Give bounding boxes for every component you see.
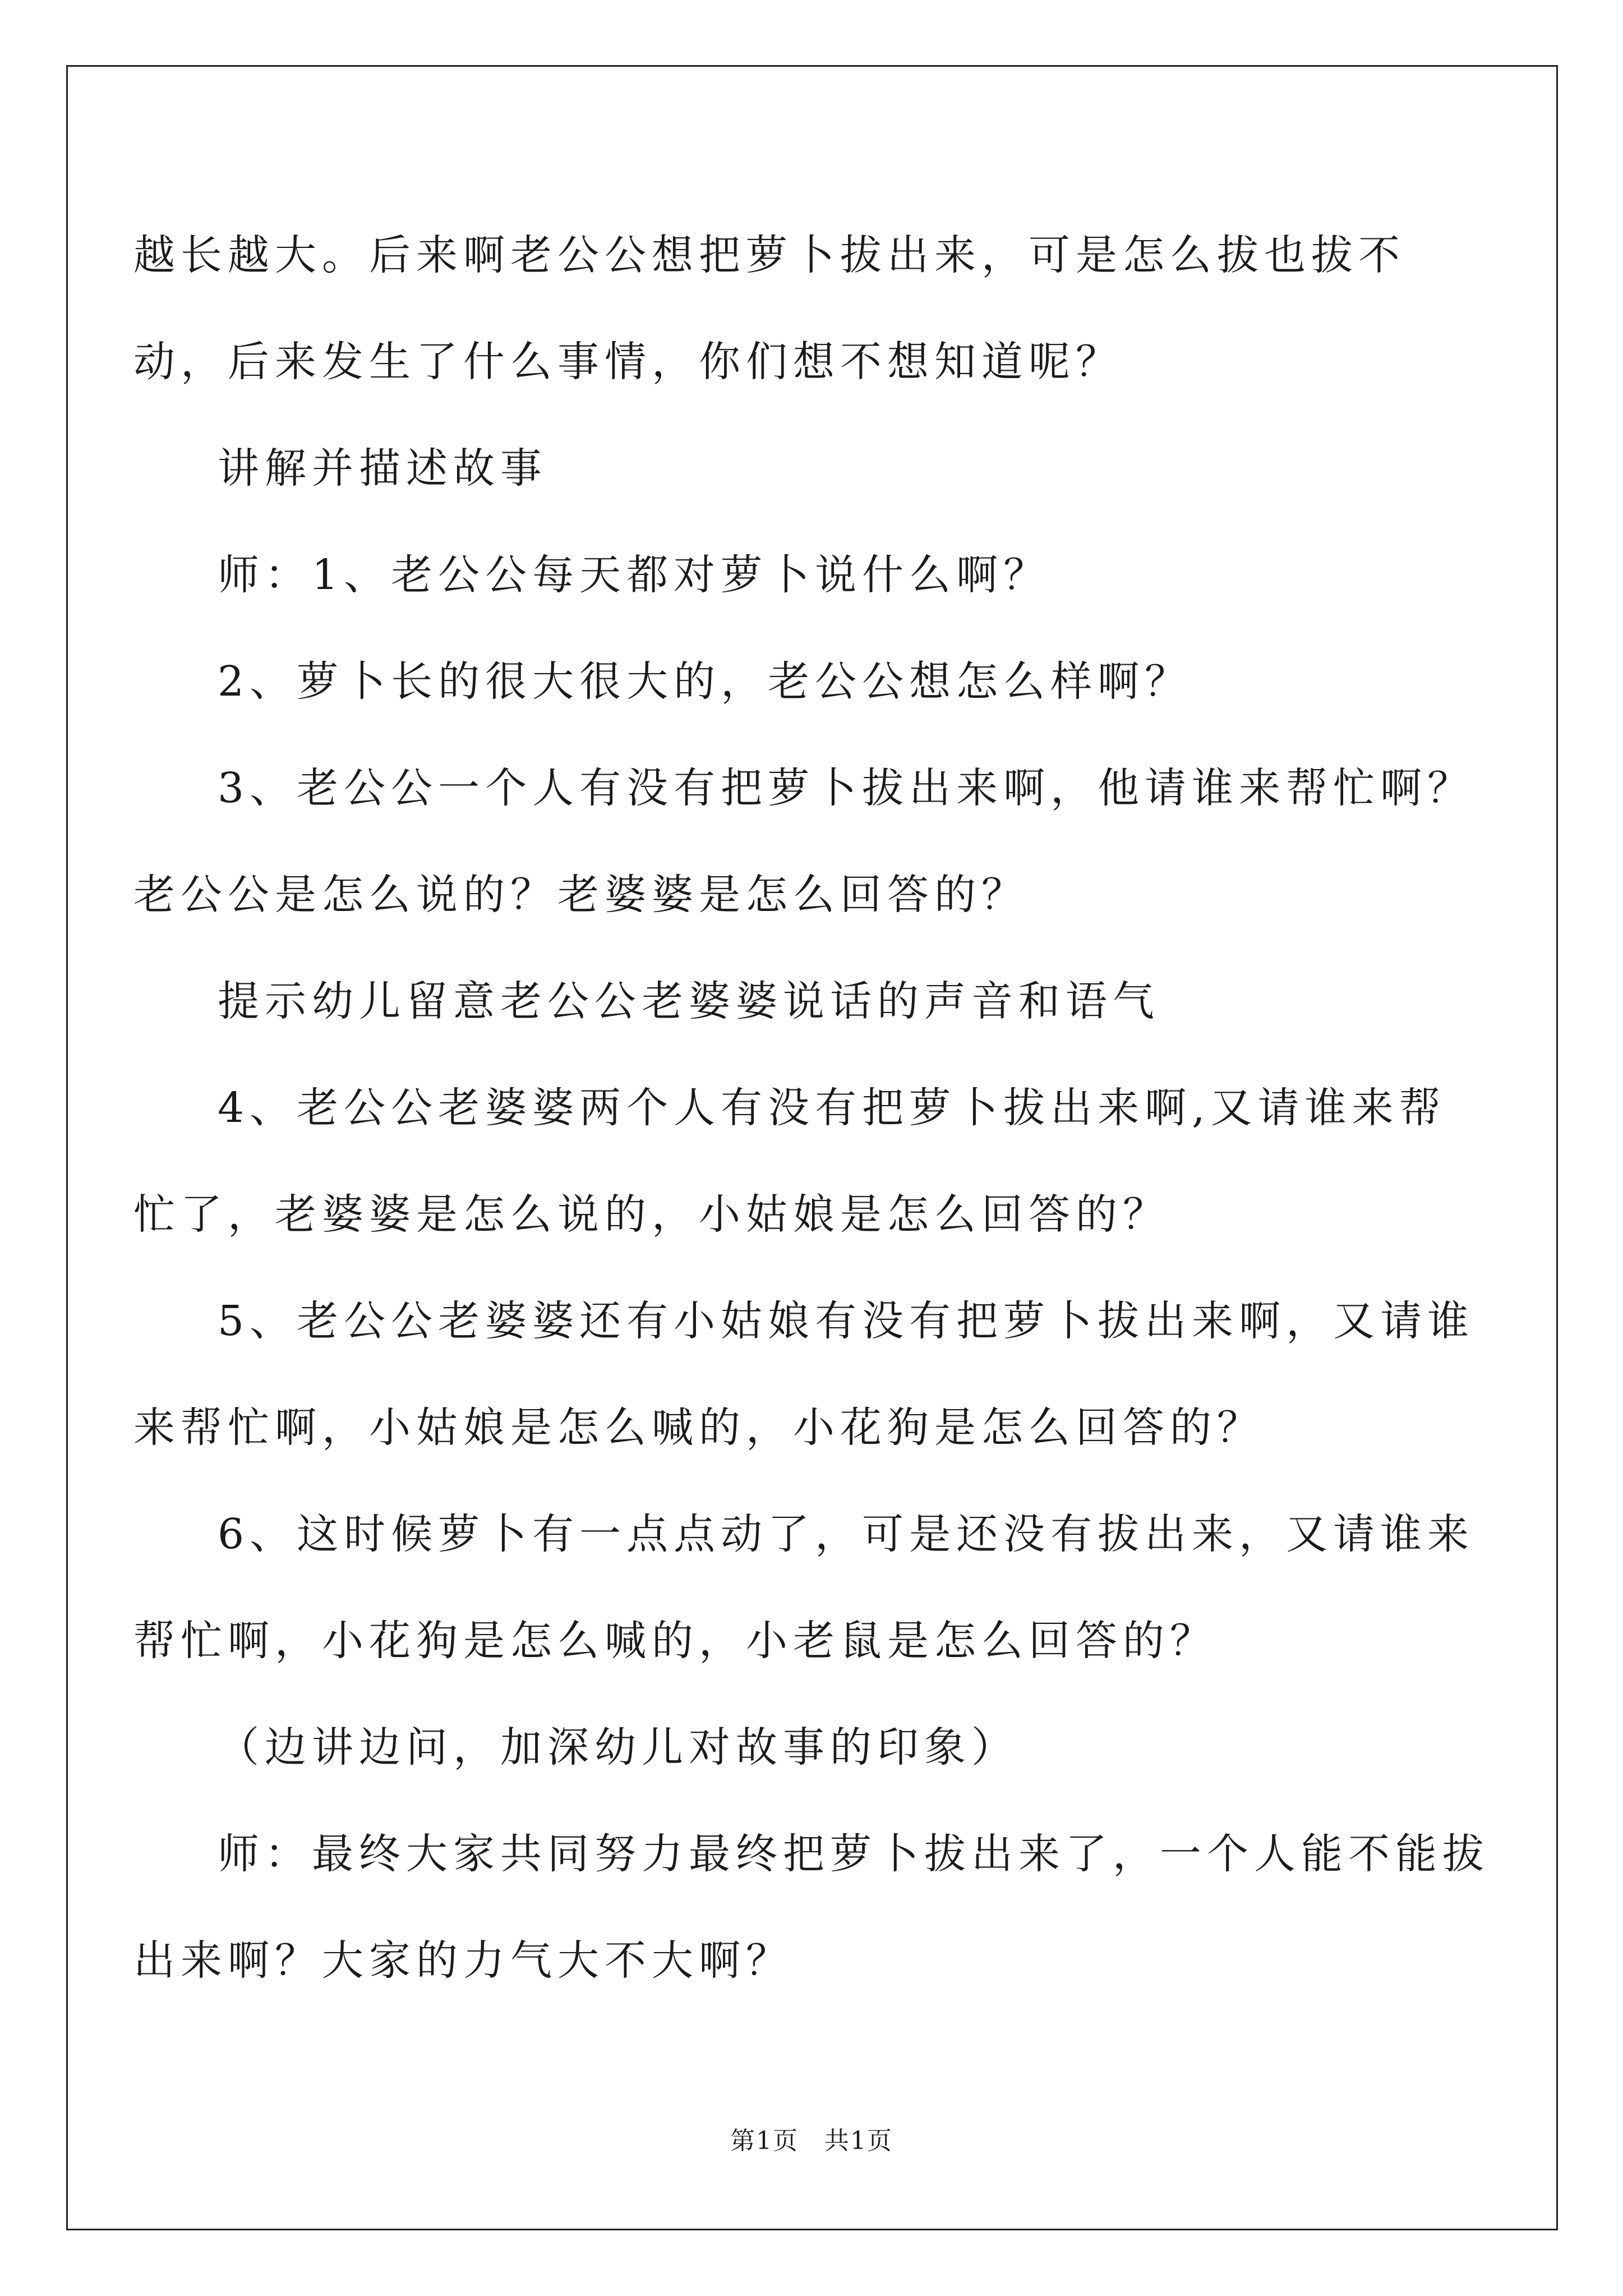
document-body: [133, 202, 1491, 2014]
paragraph: 越长越大。后来啊老公公想把萝卜拔出来，可是怎么拔也拔不动，后来发生了什么事情，你们想不想知道呢？: [133, 231, 1405, 386]
paragraph: 6、这时候萝卜有一点点动了，可是还没有拔出来，又请谁来帮忙啊，小花狗是怎么喊的，小老鼠是怎么回答的？: [133, 1510, 1475, 1665]
paragraph: 5、老公公老婆婆还有小姑娘有没有把萝卜拔出来啊，又请谁来帮忙啊，小姑娘是怎么喊的，小花狗是怎么回答的？: [133, 1297, 1475, 1452]
paragraph: 3、老公公一个人有没有把萝卜拔出来啊，他请谁来帮忙啊？老公公是怎么说的？老婆婆是怎么回答的？: [133, 764, 1475, 919]
paragraph: 4、老公公老婆婆两个人有没有把萝卜拔出来啊,又请谁来帮忙了，老婆婆是怎么说的，小姑娘是怎么回答的？: [133, 1084, 1446, 1239]
paragraph: 师：1、老公公每天都对萝卜说什么啊？: [218, 551, 1051, 599]
paragraph: （边讲边问，加深幼儿对故事的印象）: [218, 1723, 1018, 1772]
paragraph: 讲解并描述故事: [218, 444, 547, 493]
page-footer: 第1页 共1页: [730, 2127, 893, 2155]
paragraph: 2、萝卜长的很大很大的，老公公想怎么样啊？: [218, 657, 1192, 706]
paragraph: 师：最终大家共同努力最终把萝卜拔出来了，一个人能不能拔出来啊？大家的力气大不大啊？: [133, 1830, 1490, 1985]
paragraph: 提示幼儿留意老公公老婆婆说话的声音和语气: [218, 977, 1160, 1025]
